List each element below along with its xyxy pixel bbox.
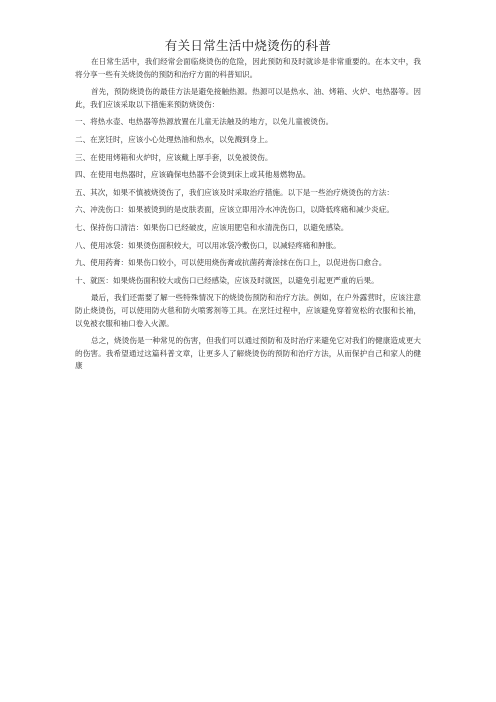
special-cases-paragraph: 最后，我们还需要了解一些特殊情况下的烧烫伤预防和治疗方法。例如，在户外露营时，应该注意防止烧烫伤，可以使用防火毯和防火喷雾剂等工具。在烹饪过程中，应该避免穿着宽松的衣服和长袖，以免被衣服和袖口卷入火源。	[75, 293, 421, 328]
intro-paragraph: 在日常生活中，我们经常会面临烧烫伤的危险，因此预防和及时就诊是非常重要的。在本文中，我将分享一些有关烧烫伤的预防和治疗方面的科普知识。	[75, 57, 421, 79]
conclusion-paragraph: 总之，烧烫伤是一种常见的伤害，但我们可以通过预防和及时治疗来避免它对我们的健康造成更大的伤害。我希望通过这篇科普文章，让更多人了解烧烫伤的预防和治疗方法，从而保护自己和家人的健康	[75, 336, 421, 371]
list-item-4: 四、在使用电热器时，应该确保电热器不会烫到床上或其他易燃物品。	[75, 170, 311, 180]
list-item-3: 三、在使用烤箱和火炉时，应该戴上厚手套，以免被烫伤。	[75, 152, 273, 162]
list-item-9: 九、使用药膏：如果伤口较小，可以使用烧伤膏或抗菌药膏涂抹在伤口上，以促进伤口愈合。	[75, 258, 387, 268]
document-body	[75, 56, 421, 378]
list-item-8: 八、使用冰袋：如果烫伤面积较大，可以用冰袋冷敷伤口，以减轻疼痛和肿胀。	[75, 240, 341, 250]
list-item-7: 七、保持伤口清洁：如果伤口已经破皮，应该用肥皂和水清洗伤口，以避免感染。	[75, 222, 349, 232]
document-title: 有关日常生活中烧烫伤的科普	[164, 38, 332, 53]
list-item-6: 六、冲洗伤口：如果被烫到的是皮肤表面，应该立即用冷水冲洗伤口，以降低疼痛和减少炎症。	[75, 205, 394, 215]
list-item-2: 二、在烹饪时，应该小心处理热油和热水，以免溅到身上。	[75, 134, 273, 144]
list-item-10: 十、就医：如果烧伤面积较大或伤口已经感染，应该及时就医，以避免引起更严重的后果。	[75, 275, 379, 285]
list-item-1: 一、将热水壶、电热器等热源放置在儿童无法触及的地方，以免儿童被烫伤。	[75, 117, 334, 127]
list-item-5: 五、其次，如果不慎被烧烫伤了，我们应该及时采取治疗措施。以下是一些治疗烧烫伤的方法：	[75, 187, 394, 197]
prevention-paragraph: 首先，预防烧烫伤的最佳方法是避免接触热源。热源可以是热水、油、烤箱、火炉、电热器等。因此，我们应该采取以下措施来预防烧烫伤：	[75, 87, 421, 109]
